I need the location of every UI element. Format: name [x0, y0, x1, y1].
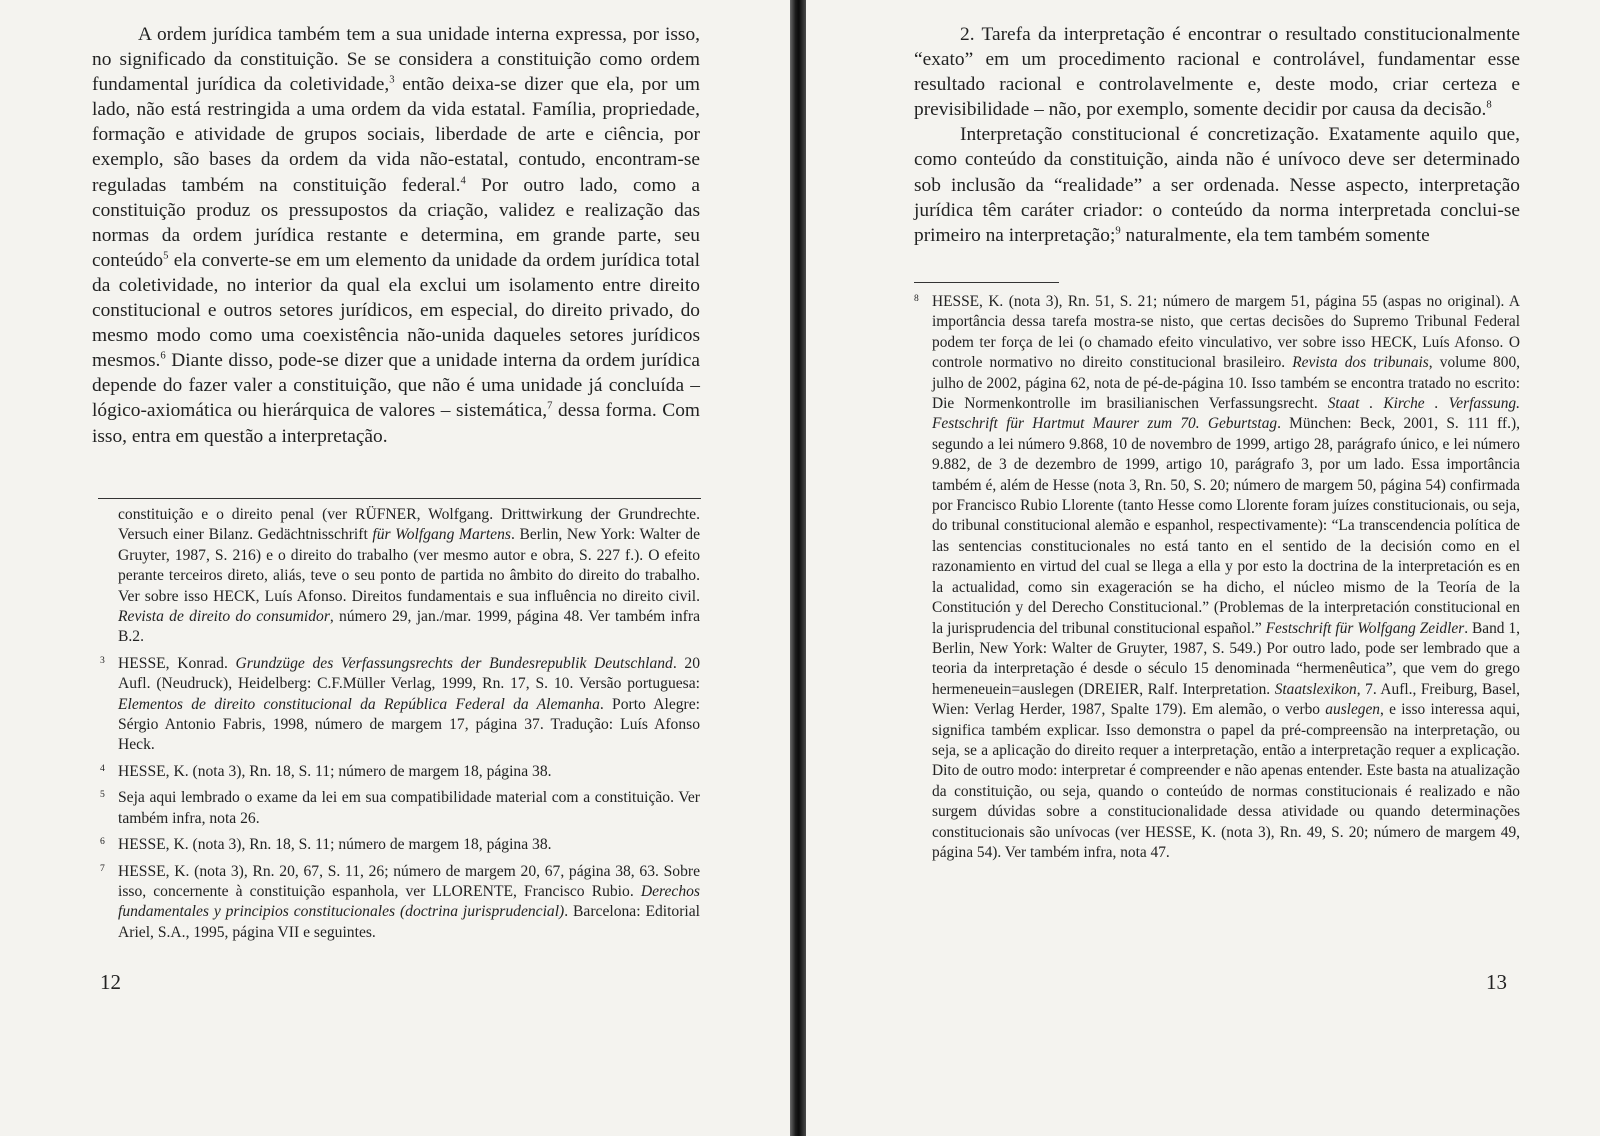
text-run: dessa forma. Com isso, entra em questão a interpretação. [92, 400, 700, 447]
italic-text: Elementos de direito constitucional da República Federal da Alemanha [118, 695, 600, 713]
text-run: HESSE, K. (nota 3), Rn. 51, S. 21; número de margem 51, página 55 (aspas no original). A importância dessa tarefa mostra-se nisto, que certas decisões do Supremo Tribunal Federal podem ter força de lei (o chamado efeito vinculativo, ver sobre isso HECK, Luís Afonso. O controle normativo no direito constitucional brasileiro. [932, 293, 1520, 372]
italic-text: Revista dos tribunais [1292, 354, 1429, 372]
text-run: , e isso interessa aqui, significa também explicar. Isso demonstra o papel da pré-compreensão na interpretação, ou seja, se a aplicação do direito requer a interpretação, então a interpretação requer a explicação. Dito de outro modo: interpretar é compreender e não apenas entender. Este basta na atualização da constituição, ou seja, quando o conteúdo de normas constitucionais é realizado e não surgem dúvidas sobre a constitucionalidade dessa atividade ou quando determinações constitucionais são unívocas (ver HESSE, K. (nota 3), Rn. 49, S. 20; número de margem 49, página 54). Ver também infra, nota 47. [932, 701, 1520, 861]
italic-text: Festschrift für Wolfgang Zeidler [1265, 619, 1465, 637]
footnote-ref: 3 [389, 73, 395, 86]
text-run: . Band 1, Berlin, New York: Walter de Gruyter, 1987, S. 549.) Por outro lado, pode ser lembrado que a teoria da interpretação é desde o século 15 denominada “hermenêutica”, que vem do grego hermeneuein=auslegen (DREIER, Ralf. Interpretation. [932, 619, 1521, 698]
text-run: naturalmente, ela tem também somente [1120, 224, 1430, 246]
footnote-3 [100, 654, 700, 756]
text-run: constituição e o direito penal (ver RÜFNER, Wolfgang. Drittwirkung der Grundrechte. Versuch einer Bilanz. Gedächtnisschrift [118, 506, 700, 544]
text-run: HESSE, K. (nota 3), Rn. 18, S. 11; número de margem 18, página 38. [118, 762, 552, 780]
footnote-number: 5 [100, 789, 105, 801]
footnote-continuation [100, 505, 700, 648]
text-run: HESSE, K. (nota 3), Rn. 20, 67, S. 11, 26; número de margem 20, 67, página 38, 63. Sobre isso, concernente à constituição espanhola, ver LLORENTE, Francisco Rubio. [118, 862, 700, 900]
footnote-ref: 8 [1486, 98, 1492, 111]
left-page [0, 0, 790, 1136]
footnote-ref: 4 [460, 174, 466, 187]
text-run: Seja aqui lembrado o exame da lei em sua compatibilidade material com a constituição. Ver também infra, nota 26. [118, 789, 700, 827]
italic-text: Staat . Kirche . Verfassung. Festschrift für Hartmut Maurer zum 70. Geburtstag [932, 395, 1520, 433]
footnote-6 [100, 835, 700, 855]
text-run: HESSE, K. (nota 3), Rn. 18, S. 11; número de margem 18, página 38. [118, 836, 552, 854]
footnote-number: 6 [100, 836, 105, 848]
book-gutter [790, 0, 806, 1136]
right-paragraph-1 [914, 22, 1520, 122]
right-body-text [914, 22, 1520, 248]
text-run: , 7. Aufl., Freiburg, Basel, Wien: Verlag Herder, 1987, Spalte 179). Em alemão, o verbo [932, 680, 1521, 719]
text-run: então deixa-se dizer que ela, por um lado, não está restringida a uma ordem da vida estatal. Família, propriedade, formação e atividade de grupos sociais, liberdade de arte e ciência, por exemplo, são bases da ordem da vida não-estatal, contudo, encontram-se reguladas também na constituição federal. [92, 74, 700, 196]
text-run: 2. Tarefa da interpretação é encontrar o resultado constitucionalmente “exato” em um procedimento racional e controlável, fundamentar esse resultado racional e controlavelmente e, deste modo, criar certeza e previsibilidade – não, por exemplo, somente decidir por causa da decisão. [914, 24, 1520, 121]
text-run: . Porto Alegre: Sérgio Antonio Fabris, 1998, número de margem 17, página 37. Tradução: Luís Afonso Heck. [118, 695, 700, 754]
footnote-number: 7 [100, 862, 105, 874]
footnote-ref: 7 [547, 399, 553, 412]
text-run: Por outro lado, como a constituição produz os pressupostos da criação, validez e realização das normas da ordem jurídica restante e determina, em grande parte, seu conteúdo [92, 174, 700, 271]
footnote-ref: 6 [160, 349, 166, 362]
text-run: . 20 Aufl. (Neudruck), Heidelberg: C.F.Müller Verlag, 1999, Rn. 17, S. 10. Versão portuguesa: [118, 654, 700, 693]
italic-text: Revista de direito do consumidor [118, 608, 330, 626]
footnote-8 [914, 292, 1520, 863]
footnote-ref: 5 [163, 249, 169, 262]
footnote-separator [914, 282, 1059, 283]
italic-text: Grundzüge des Verfassungsrechts der Bundesrepublik Deutschland [235, 654, 673, 672]
footnote-7 [100, 862, 700, 944]
italic-text: Derechos fundamentales y principios constitucionales (doctrina jurisprudencial) [118, 882, 700, 921]
footnote-ref: 9 [1115, 224, 1121, 237]
right-paragraph-2 [914, 122, 1520, 247]
text-run: . Barcelona: Editorial Ariel, S.A., 1995, página VII e seguintes. [118, 903, 701, 941]
text-run: A ordem jurídica também tem a sua unidade interna expressa, por isso, no significado da constituição. Se se considera a constituição como ordem fundamental jurídica da coletividade, [92, 24, 700, 96]
text-run: , volume 800, julho de 2002, página 62, nota de pé-de-página 10. Isso também se encontra tratado no escrito: Die Normenkontrolle im brasilianischen Verfassungsrecht. [932, 354, 1520, 413]
page-number: 13 [1486, 970, 1507, 994]
text-run: HESSE, Konrad. [118, 654, 236, 672]
text-run: . München: Beck, 2001, S. 111 ff.), segundo a lei número 9.868, 10 de novembro de 1999, artigo 28, parágrafo único, e lei número 9.882, de 3 de dezembro de 1999, artigo 10, parágrafo 3, por um lado. Essa importância também é, além de Hesse (nota 3, Rn. 50, S. 20; número de margem 50, página 54) confirmada por Francisco Rubio Llorente (tanto Hesse como Llorente foram juízes constitucionais, ou seja, do tribunal constitucional alemão e espanhol, respectivamente): “La transcendencia política de las sentencias constitucionales no está tanto en el sentido de la decisión como en el razonamiento en virtud del cual se llega a ella y por esto la doctrina de la interpretación es en la actualidad, como sin exageración se ha dicho, el núcleo mismo de la Teoría de la Constitución y del Derecho Constitucional.” (Problemas de la interpretación constitucional en la jurisprudencia del tribunal constitucional español.” [932, 415, 1520, 637]
footnote-number: 4 [100, 762, 105, 774]
italic-text: Staatslexikon [1274, 680, 1357, 698]
italic-text: für Wolfgang Martens [372, 526, 511, 544]
italic-text: auslegen [1325, 701, 1381, 719]
page-number: 12 [100, 970, 121, 994]
text-run: . Berlin, New York: Walter de Gruyter, 1987, S. 216) e o direito do trabalho (ver mesmo autor e obra, S. 227 f.). O efeito perante terceiros direto, aliás, teve o seu ponto de partida no âmbito do direito do trabalho. Ver sobre isso HECK, Luís Afonso. Direitos fundamentais e sua influência no direito civil. [118, 526, 700, 605]
footnote-4 [100, 762, 700, 782]
text-run: , número 29, jan./mar. 1999, página 48. Ver também infra B.2. [118, 608, 700, 646]
footnote-5 [100, 788, 700, 829]
footnote-number: 8 [914, 293, 919, 304]
text-run: Interpretação constitucional é concretização. Exatamente aquilo que, como conteúdo da constituição, ainda não é unívoco deve ser determinado sob inclusão da “realidade” a ser ordenada. Nesse aspecto, interpretação jurídica têm caráter criador: o conteúdo da norma interpretada conclui-se primeiro na interpretação; [914, 124, 1520, 246]
left-paragraph [92, 22, 700, 449]
right-footnotes [914, 292, 1520, 869]
right-page [806, 0, 1600, 1136]
text-run: Diante disso, pode-se dizer que a unidade interna da ordem jurídica depende do fazer valer a constituição, que não é uma unidade já concluída – lógico-axiomática ou hierárquica de valores – sistemática, [92, 350, 700, 422]
footnote-number: 3 [100, 654, 105, 666]
left-body-text [92, 22, 700, 449]
text-run: ela converte-se em um elemento da unidade da ordem jurídica total da coletividade, no interior da qual ela exclui um isolamento entre direito constitucional e outros setores jurídicos, em especial, do direito privado, do mesmo modo como uma coexistência não-unida daqueles setores jurídicos mesmos. [92, 249, 700, 372]
left-footnotes [100, 505, 700, 949]
footnote-separator [98, 498, 701, 499]
